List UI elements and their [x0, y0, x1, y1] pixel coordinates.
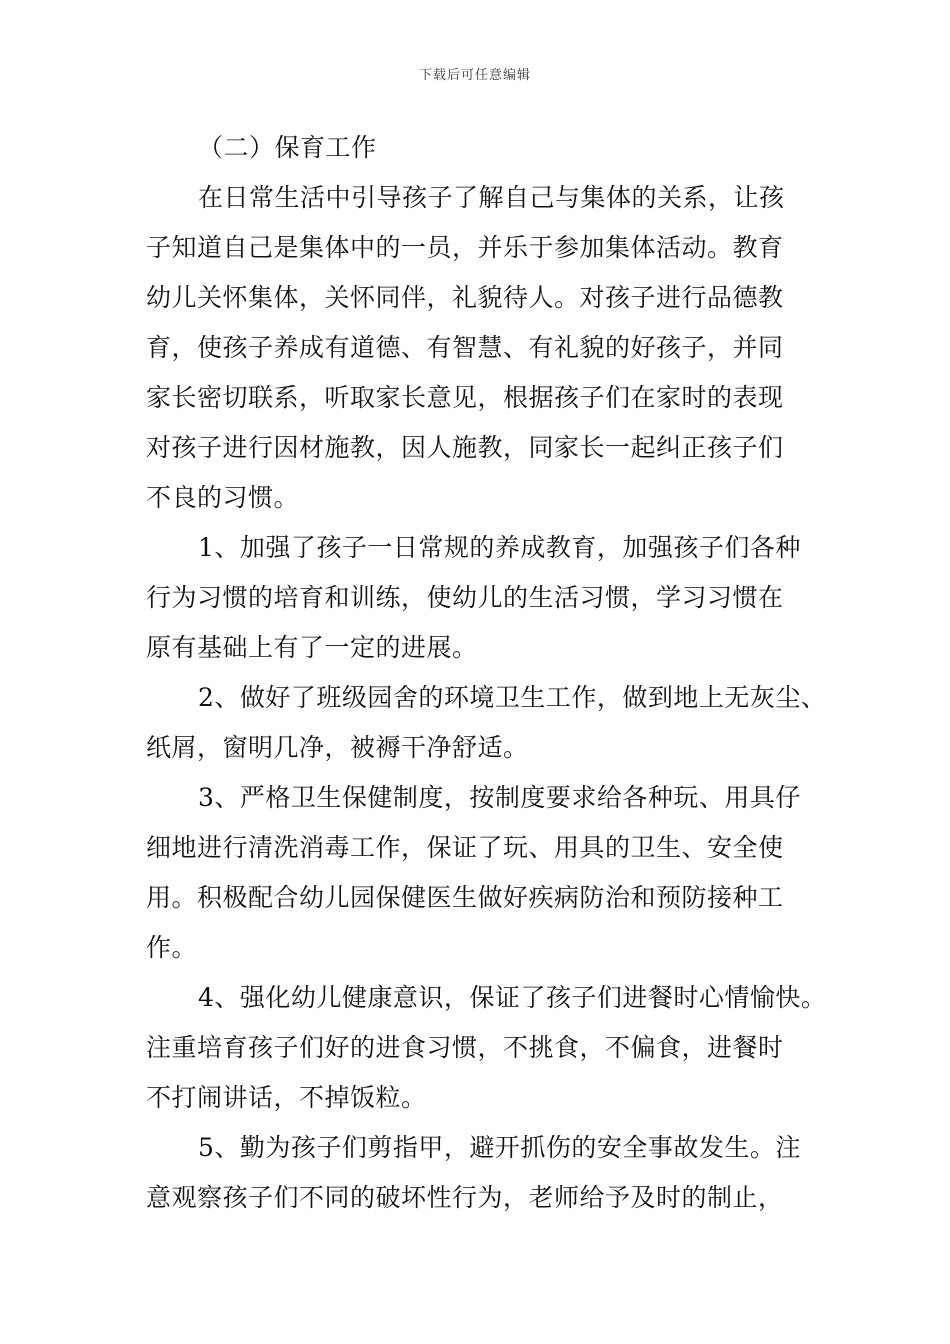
list-item-line: 用。积极配合幼儿园保健医生做好疾病防治和预防接种工: [146, 883, 784, 912]
section-heading: （二）保育工作: [198, 133, 377, 162]
list-item-line: 行为习惯的培育和训练，使幼儿的生活习惯，学习习惯在: [146, 583, 784, 612]
list-item-line: 原有基础上有了一定的进展。: [146, 633, 478, 662]
paragraph-line: 育，使孩子养成有道德、有智慧、有礼貌的好孩子，并同: [146, 333, 784, 362]
page-header: 下载后可任意编辑: [418, 68, 531, 83]
list-item-line: 5、勤为孩子们剪指甲，避开抓伤的安全事故发生。注: [198, 1133, 801, 1162]
list-item-line: 细地进行清洗消毒工作，保证了玩、用具的卫生、安全使: [146, 833, 784, 862]
paragraph-line: 幼儿关怀集体，关怀同伴，礼貌待人。对孩子进行品德教: [146, 283, 784, 312]
list-item-line: 纸屑，窗明几净，被褥干净舒适。: [146, 733, 529, 762]
paragraph-line: 在日常生活中引导孩子了解自己与集体的关系，让孩: [198, 183, 785, 212]
list-item-line: 2、做好了班级园舍的环境卫生工作，做到地上无灰尘、: [198, 683, 827, 712]
list-item-line: 3、严格卫生保健制度，按制度要求给各种玩、用具仔: [198, 783, 801, 812]
list-item-line: 不打闹讲话，不掉饭粒。: [146, 1083, 427, 1112]
list-item-line: 注重培育孩子们好的进食习惯，不挑食，不偏食，进餐时: [146, 1033, 784, 1062]
list-item-line: 1、加强了孩子一日常规的养成教育，加强孩子们各种: [198, 533, 801, 562]
list-item-line: 作。: [146, 933, 198, 962]
list-item-line: 意观察孩子们不同的破坏性行为，老师给予及时的制止，: [146, 1183, 784, 1212]
paragraph-line: 不良的习惯。: [146, 483, 300, 512]
paragraph-line: 对孩子进行因材施教，因人施教，同家长一起纠正孩子们: [146, 433, 784, 462]
list-item-line: 4、强化幼儿健康意识，保证了孩子们进餐时心情愉快。: [198, 983, 827, 1012]
paragraph-line: 家长密切联系，听取家长意见，根据孩子们在家时的表现: [146, 383, 784, 412]
paragraph-line: 子知道自己是集体中的一员，并乐于参加集体活动。教育: [146, 233, 784, 262]
